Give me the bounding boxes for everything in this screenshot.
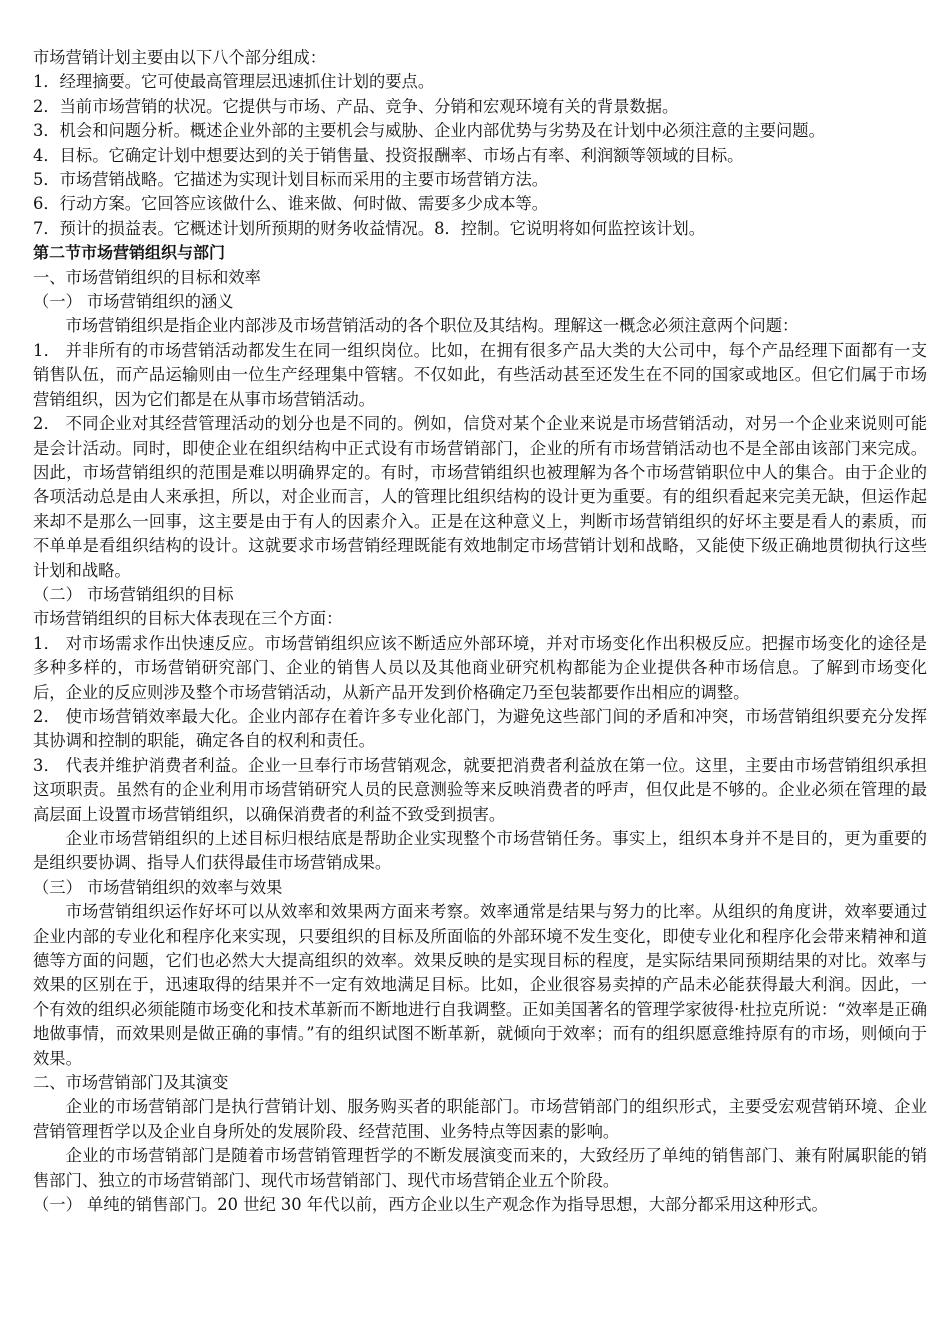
plan-intro: 市场营销计划主要由以下八个部分组成： <box>33 48 327 67</box>
plan-item-4: 4．目标。它确定计划中想要达到的关于销售量、投资报酬率、市场占有率、利润额等领域的目标。 <box>33 145 744 165</box>
sub2-point-2: 2． 使市场营销效率最大化。企业内部存在着许多专业化部门，为避免这些部门间的矛盾和冲突，市场营销组织要充分发挥其协调和控制的职能，确定各自的权利和责任。 <box>33 706 927 751</box>
plan-item-1: 1．经理摘要。它可使最高管理层迅速抓住计划的要点。 <box>33 72 435 92</box>
section-title: 第二节市场营销组织与部门 <box>33 243 226 263</box>
plan-item-3: 3．机会和问题分析。概述企业外部的主要机会与威胁、企业内部优势与劣势及在计划中必须注意的主要问题。 <box>33 121 825 141</box>
sub1-intro: 市场营销组织是指企业内部涉及市场营销活动的各个职位及其结构。理解这一概念必须注意两个问题： <box>65 316 799 336</box>
sub1-heading: （一） 市场营销组织的涵义 <box>33 292 234 312</box>
part2-paragraph-2: 企业的市场营销部门是随着市场营销管理哲学的不断发展演变而来的，大致经历了单纯的销售部门、兼有附属职能的销售部门、独立的市场营销部门、现代市场营销部门、现代市场营销企业五个阶段。 <box>33 1146 927 1190</box>
sub1-point-2: 2． 不同企业对其经营管理活动的划分也是不同的。例如，信贷对某个企业来说是市场营销活动，对另一个企业来说则可能是会计活动。同时，即使企业在组织结构中正式设有市场营销部门，企业的所有市场营销活动也不是全部由该部门来完成。因此，市场营销组织的范围是难以明确界定的。有时，市场营销组织也被理解为各个市场营销职位中人的集合。由于企业的各项活动总是由人来承担，所以，对企业而言，人的管理比组织结构的设计更为重要。有的组织看起来完美无缺，但运作起来却不是那么一回事，这主要是由于有人的因素介入。正是在这种意义上，判断市场营销组织的好坏主要是看人的素质，而不单单是看组织结构的设计。这就要求市场营销经理既能有效地制定市场营销计划和战略，又能使下级正确地贯彻执行这些计划和战略。 <box>33 414 927 580</box>
sub2-heading: （二） 市场营销组织的目标 <box>33 584 234 604</box>
part2-heading: 二、市场营销部门及其演变 <box>33 1073 229 1093</box>
plan-item-5: 5．市场营销战略。它描述为实现计划目标而采用的主要市场营销方法。 <box>33 170 549 190</box>
sub2-summary: 企业市场营销组织的上述目标归根结底是帮助企业实现整个市场营销任务。事实上，组织本身并不是目的，更为重要的是组织要协调、指导人们获得最佳市场营销成果。 <box>33 829 927 873</box>
sub2-point-1: 1． 对市场需求作出快速反应。市场营销组织应该不断适应外部环境，并对市场变化作出积极反应。把握市场变化的途径是多种多样的，市场营销研究部门、企业的销售人员以及其他商业研究机构都能为企业提供各种市场信息。了解到市场变化后，企业的反应则涉及整个市场营销活动，从新产品开发到价格确定乃至包装都要作出相应的调整。 <box>33 633 927 702</box>
sub2-point-3: 3． 代表并维护消费者利益。企业一旦奉行市场营销观念，就要把消费者利益放在第一位。这里，主要由市场营销组织承担这项职责。虽然有的企业利用市场营销研究人员的民意测验等来反映消费者的呼声，但仅此是不够的。企业必须在管理的最高层面上设置市场营销组织，以确保消费者的利益不致受到损害。 <box>33 755 927 824</box>
plan-item-2: 2．当前市场营销的状况。它提供与市场、产品、竞争、分销和宏观环境有关的背景数据。 <box>33 96 679 116</box>
sub2-intro: 市场营销组织的目标大体表现在三个方面： <box>33 609 343 629</box>
sub1-point-1: 1． 并非所有的市场营销活动都发生在同一组织岗位。比如，在拥有很多产品大类的大公司中，每个产品经理下面都有一支销售队伍，而产品运输则由一位生产经理集中管辖。不仅如此，有些活动甚至还发生在不同的国家或地区。但它们属于市场营销组织，因为它们都是在从事市场营销活动。 <box>33 340 927 409</box>
part1-heading: 一、市场营销组织的目标和效率 <box>33 267 261 287</box>
stage1-paragraph: （一） 单纯的销售部门。20 世纪 30 年代以前，西方企业以生产观念作为指导思想，大部分都采用这种形式。 <box>33 1195 828 1215</box>
plan-item-6: 6．行动方案。它回答应该做什么、谁来做、何时做、需要多少成本等。 <box>33 194 549 214</box>
sub3-body: 市场营销组织运作好坏可以从效率和效果两方面来考察。效率通常是结果与努力的比率。从组织的角度讲，效率要通过企业内部的专业化和程序化来实现，只要组织的目标及所面临的外部环境不发生变化，即使专业化和程序化会带来精神和道德等方面的问题，它们也必然大大提高组织的效率。效果反映的是实现目标的程度，是实际结果同预期结果的对比。效率与效果的区别在于，迅速取得的结果并不一定有效地满足目标。比如，企业很容易卖掉的产品未必能获得最大利润。因此，一个有效的组织必须能随市场变化和技术革新而不断地进行自我调整。正如美国著名的管理学家彼得·杜拉克所说：“效率是正确地做事情，而效果则是做正确的事情。”有的组织试图不断革新，就倾向于效率；而有的组织愿意维持原有的市场，则倾向于效果。 <box>33 902 927 1068</box>
part2-paragraph-1: 企业的市场营销部门是执行营销计划、服务购买者的职能部门。市场营销部门的组织形式，主要受宏观营销环境、企业营销管理哲学以及企业自身所处的发展阶段、经营范围、业务特点等因素的影响。 <box>33 1097 927 1141</box>
document-page <box>33 46 927 1218</box>
plan-item-7: 7．预计的损益表。它概述计划所预期的财务收益情况。8．控制。它说明将如何监控该计划。 <box>33 218 705 238</box>
sub3-heading: （三） 市场营销组织的效率与效果 <box>33 877 283 897</box>
